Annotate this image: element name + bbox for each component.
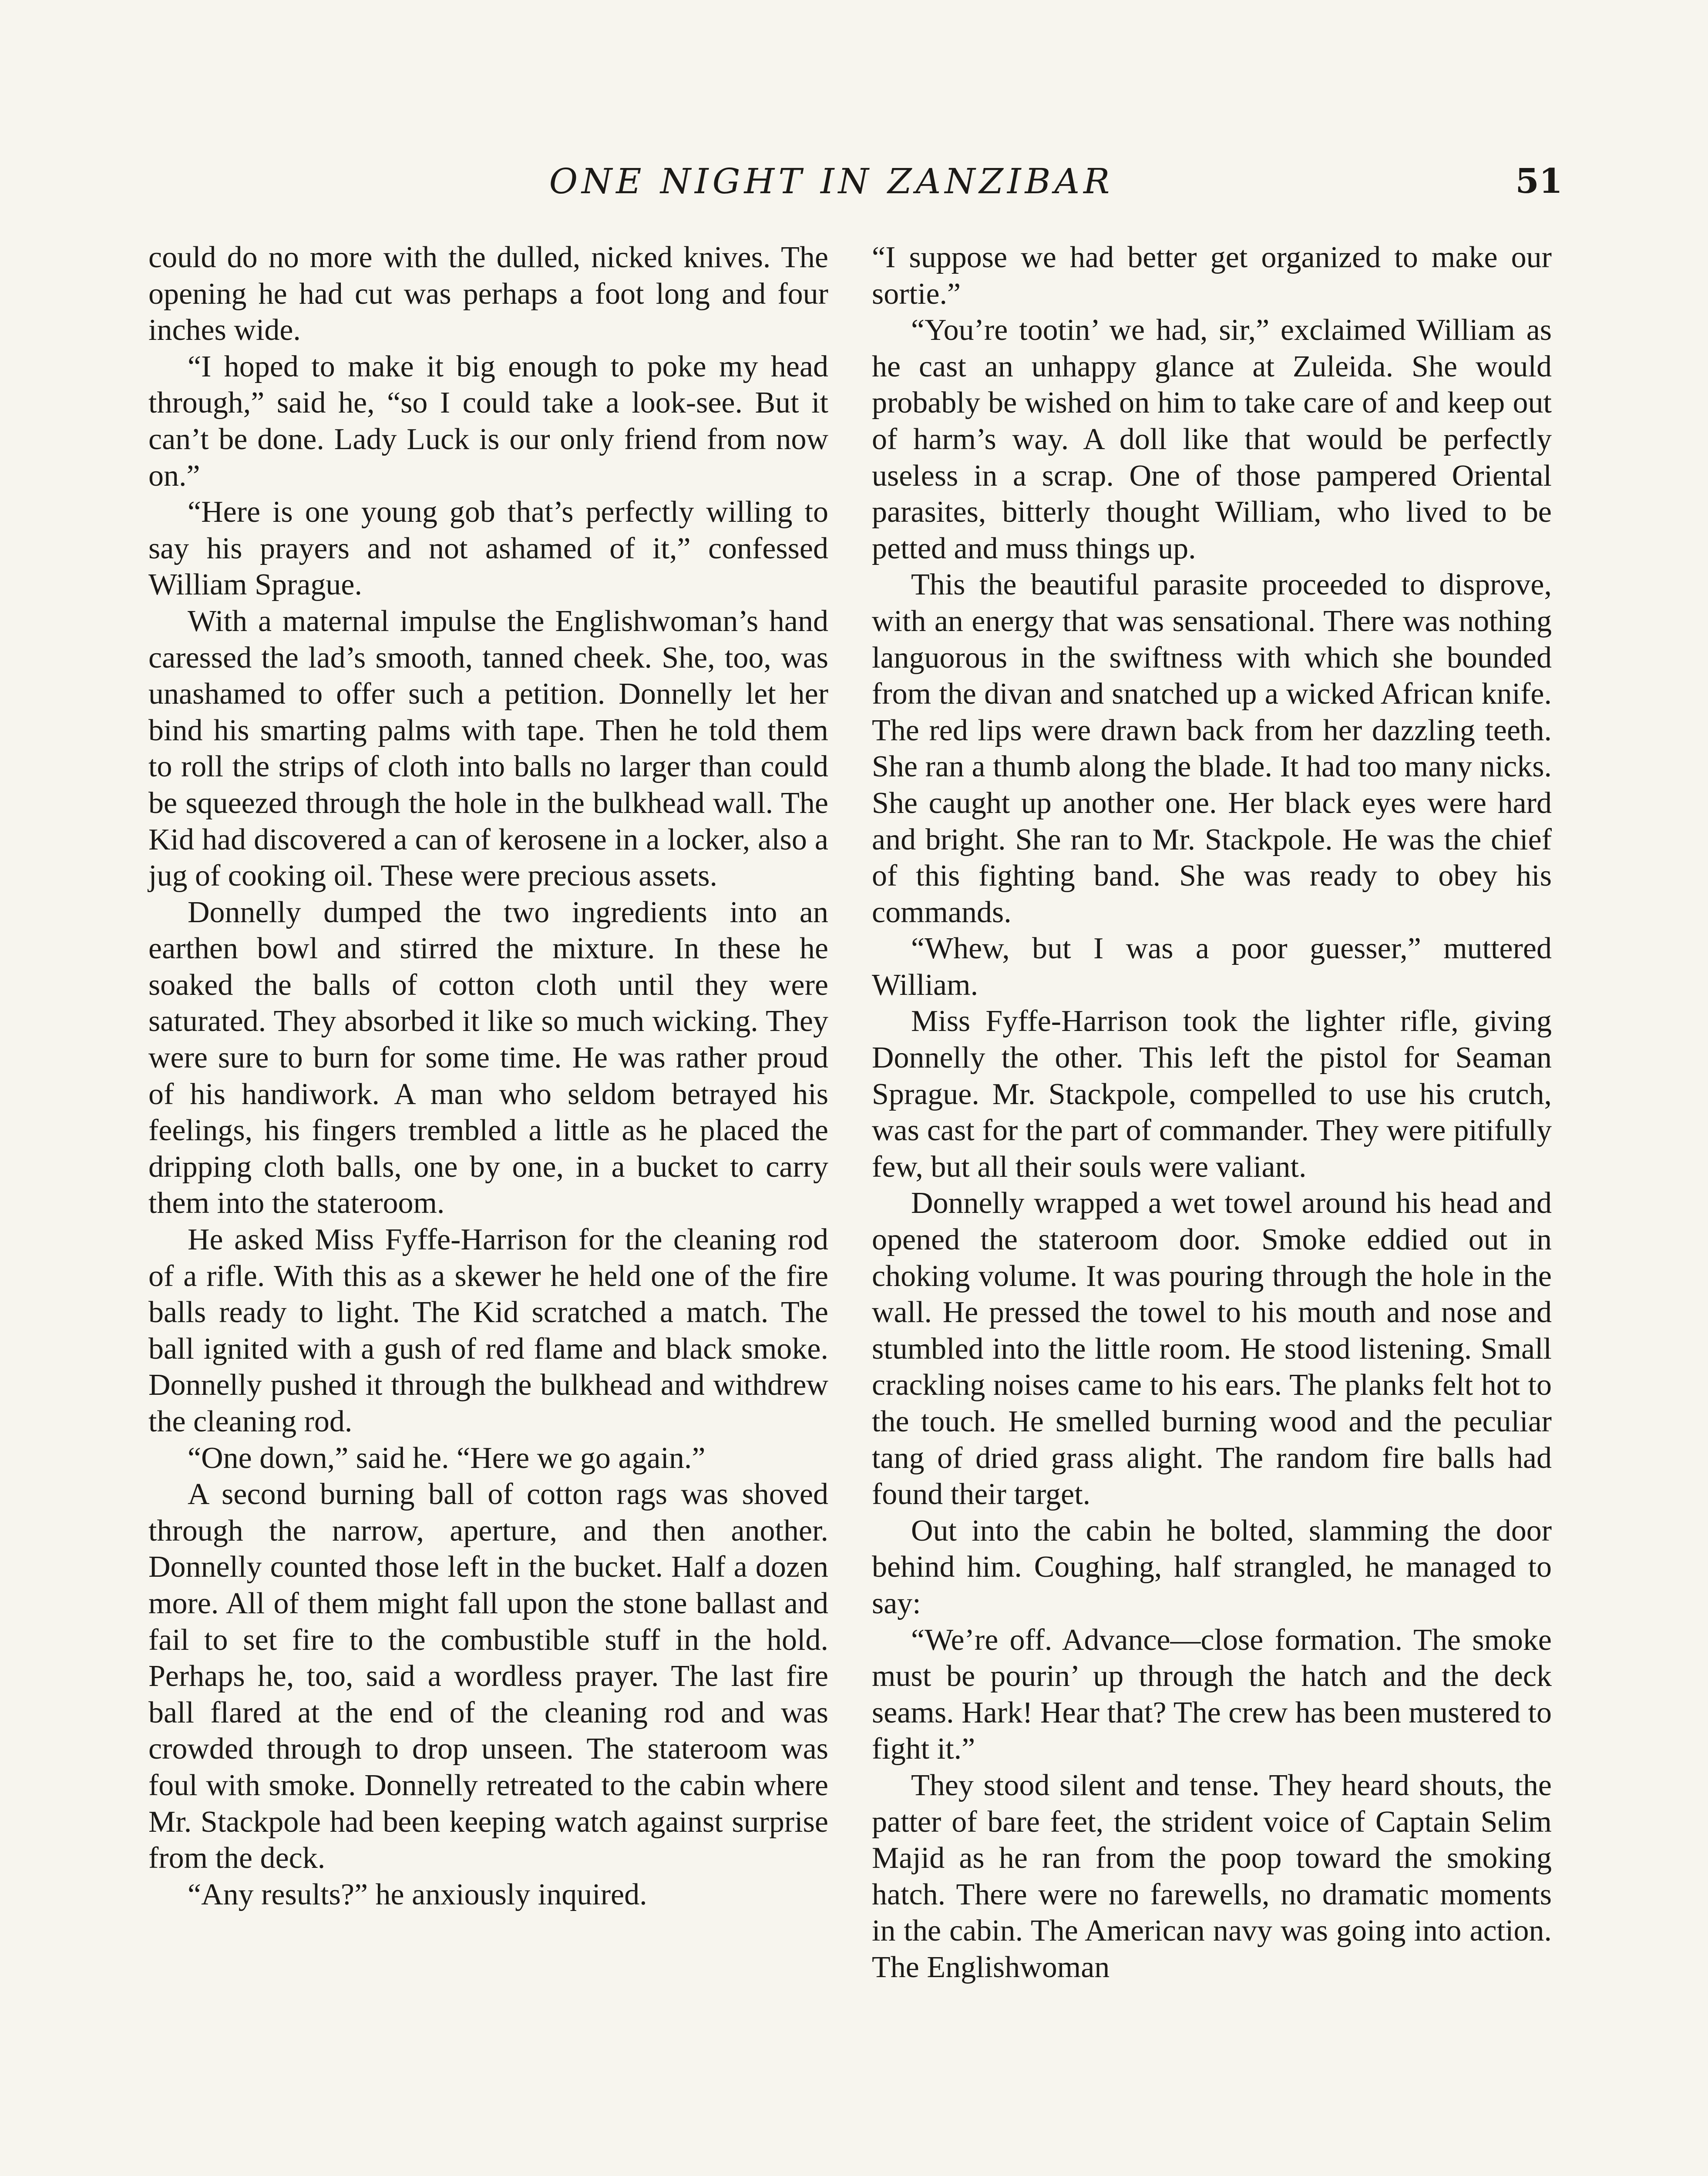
paragraph: “I hoped to make it big enough to poke my head through,” said he, “so I could take a look-see. But it can’t be done. Lady Luck is our only friend from now on.” — [148, 349, 828, 493]
paragraph: This the beautiful parasite proceeded to disprove, with an energy that was sensational. There was nothing languorous in the swiftness with which she bounded from the divan and snatched up a wicked African knife. The red lips were drawn back from her dazzling teeth. She ran a thumb along the blade. It had too many nicks. She caught up another one. Her black eyes were hard and bright. She ran to Mr. Stackpole. He was the chief of this fighting band. She was ready to obey his commands. — [872, 568, 1552, 929]
paragraph: With a maternal impulse the Englishwoman’s hand caressed the lad’s smooth, tanned cheek. She, too, was unashamed to offer such a petition. Donnelly let her bind his smarting palms with tape. Then he told them to roll the strips of cloth into balls no larger than could be squeezed through the hole in the bulkhead wall. The Kid had discovered a can of kerosene in a locker, also a jug of cooking oil. These were precious assets. — [148, 604, 828, 893]
paragraph: “You’re tootin’ we had, sir,” exclaimed William as he cast an unhappy glance at Zuleida. She would probably be wished on him to take care of and keep out of harm’s way. A doll like that would be perfectly useless in a scrap. One of those pampered Oriental parasites, bitterly thought William, who lived to be petted and muss things up. — [872, 313, 1552, 565]
paragraph: Donnelly dumped the two ingredients into an earthen bowl and stirred the mixture. In these he soaked the balls of cotton cloth until they were saturated. They absorbed it like so much wicking. They were sure to burn for some time. He was rather proud of his handiwork. A man who seldom betrayed his feelings, his fingers trembled a little as he placed the dripping cloth balls, one by one, in a bucket to carry them into the stateroom. — [148, 895, 828, 1220]
paragraph: “Whew, but I was a poor guesser,” muttered William. — [872, 932, 1552, 1002]
running-head — [0, 158, 1708, 205]
page-number: 51 — [1515, 161, 1563, 201]
paragraph: Miss Fyffe-Harrison took the lighter rifle, giving Donnelly the other. This left the pistol for Seaman Sprague. Mr. Stackpole, compelled to use his crutch, was cast for the part of commander. They were pitifully few, but all their souls were valiant. — [872, 1004, 1552, 1184]
paragraph: “Any results?” he anxiously inquired. — [188, 1877, 647, 1911]
right-column — [872, 239, 1552, 1986]
paragraph: “One down,” said he. “Here we go again.” — [188, 1441, 706, 1475]
left-column — [148, 239, 828, 1913]
paragraph: Donnelly wrapped a wet towel around his head and opened the stateroom door. Smoke eddied out in choking volume. It was pouring through the hole in the wall. He pressed the towel to his mouth and nose and stumbled into the little room. He stood listening. Small crackling noises came to his ears. The planks felt hot to the touch. He smelled burning wood and the peculiar tang of dried grass alight. The random fire balls had found their target. — [872, 1186, 1552, 1511]
paragraph: A second burning ball of cotton rags was shoved through the narrow, aperture, and then another. Donnelly counted those left in the bucket. Half a dozen more. All of them might fall upon the stone ballast and fail to set fire to the combustible stuff in the hold. Perhaps he, too, said a wordless prayer. The last fire ball flared at the end of the cleaning rod and was crowded through to drop unseen. The stateroom was foul with smoke. Donnelly retreated to the cabin where Mr. Stackpole had been keeping watch against surprise from the deck. — [148, 1478, 828, 1875]
paragraph: He asked Miss Fyffe-Harrison for the cleaning rod of a rifle. With this as a skewer he held one of the fire balls ready to light. The Kid scratched a match. The ball ignited with a gush of red flame and black smoke. Donnelly pushed it through the bulkhead and withdrew the cleaning rod. — [148, 1223, 828, 1438]
paragraph: Out into the cabin he bolted, slamming the door behind him. Coughing, half strangled, he managed to say: — [872, 1514, 1552, 1620]
paragraph: They stood silent and tense. They heard shouts, the patter of bare feet, the strident voice of Captain Selim Majid as he ran from the poop toward the smoking hatch. There were no farewells, no dramatic moments in the cabin. The American navy was going into action. The Englishwoman — [872, 1768, 1552, 1984]
paragraph: could do no more with the dulled, nicked knives. The opening he had cut was perhaps a foot long and four inches wide. — [148, 241, 828, 347]
paragraph: “I suppose we had better get organized to make our sortie.” — [872, 241, 1552, 311]
paragraph: “Here is one young gob that’s perfectly willing to say his prayers and not ashamed of it,” confessed William Sprague. — [148, 495, 828, 602]
paragraph: “We’re off. Advance—close formation. The smoke must be pourin’ up through the hatch and the deck seams. Hark! Hear that? The crew has been mustered to fight it.” — [872, 1623, 1552, 1766]
running-title: ONE NIGHT IN ZANZIBAR — [549, 161, 1114, 201]
